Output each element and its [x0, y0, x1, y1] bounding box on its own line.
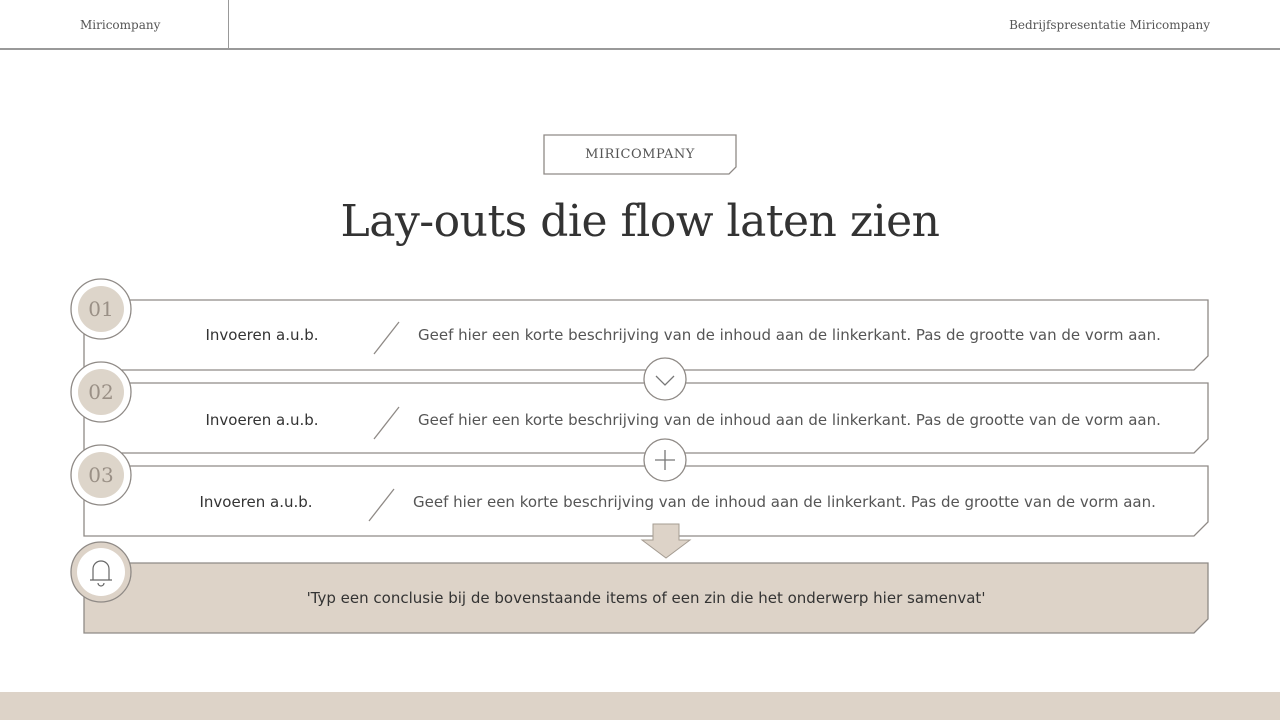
row-description: Geef hier een korte beschrijving van de inhoud aan de linkerkant. Pas de grootte van de vorm aan.	[413, 493, 1156, 511]
section-tag: MIRICOMPANY	[585, 147, 695, 162]
row-description: Geef hier een korte beschrijving van de inhoud aan de linkerkant. Pas de grootte van de vorm aan.	[418, 326, 1161, 344]
conclusion-text: 'Typ een conclusie bij de bovenstaande items of een zin die het onderwerp hier samenvat'	[306, 589, 986, 607]
chevron-down-connector	[644, 358, 686, 400]
page-title: Lay-outs die flow laten zien	[340, 196, 940, 247]
row-number: 01	[88, 297, 114, 321]
row-label: Invoeren a.u.b.	[199, 493, 313, 511]
footer-band	[0, 692, 1280, 720]
row-number: 02	[88, 380, 114, 404]
plus-connector	[644, 439, 686, 481]
row-label: Invoeren a.u.b.	[205, 411, 319, 429]
row-number: 03	[88, 463, 114, 487]
row-label: Invoeren a.u.b.	[205, 326, 319, 344]
header-company: Miricompany	[80, 18, 161, 32]
header-presentation-title: Bedrijfspresentatie Miricompany	[1009, 18, 1210, 32]
row-description: Geef hier een korte beschrijving van de inhoud aan de linkerkant. Pas de grootte van de vorm aan.	[418, 411, 1161, 429]
